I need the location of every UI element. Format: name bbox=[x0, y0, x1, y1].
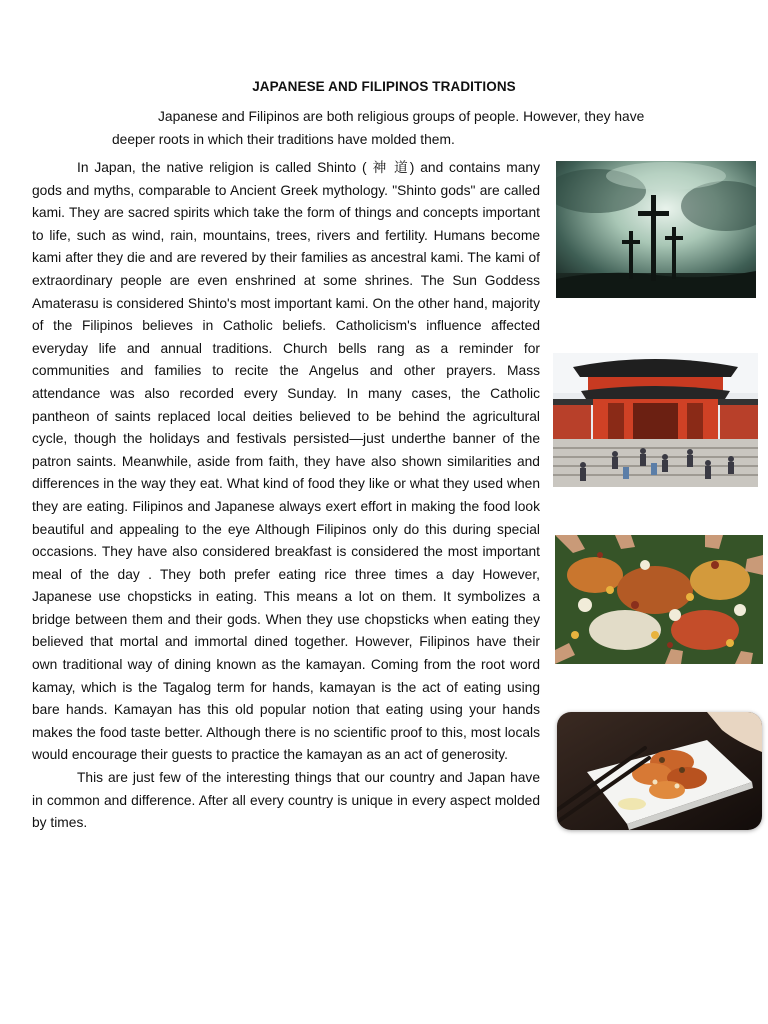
crosses-image bbox=[556, 161, 756, 298]
intro-paragraph bbox=[112, 106, 657, 151]
body-text bbox=[32, 157, 540, 835]
body-paragraph-1: In Japan, the native religion is called Shinto ( 神 道) and contains many gods and myths, comparable to Ancient Greek mythology. "Shinto gods" are called kami. They are sacred spirits which take the form of things and concepts important to life, such as wind, rain, mountains, trees, rivers and fertility. Humans become kami after they die and are revered by their families as ancestral kami. The kami of extraordinary people are even enshrined at some shrines. The Sun Goddess Amaterasu is considered Shinto's most important kami. On the other hand, majority of the Filipinos believes in Catholic beliefs. Catholicism's influence affected everyday life and annual traditions. Church bells rang as a reminder for communities and families to recite the Angelus and other prayers. Mass attendance was also recorded every Sunday. In many cases, the Catholic pantheon of saints replaced local deities believed to be behind the agricultural cycle, though the holidays and festivals persisted—just underthe banner of the patron saints. Meanwhile, aside from faith, they have also shown similarities and differences in the way they eat. What kind of food they like or what they used when they are eating. Filipinos and Japanese always exert effort in making the food look beautiful and appealing to the eye Although Filipinos only do this during special occasions. They have also considered breakfast is considered the most important meal of the day . They both prefer eating rice three times a day However, Japanese use chopsticks in eating. This means a lot on them. It symbolizes a bridge between them and their gods. When they use chopsticks when eating they believed that mortal and immortal dined together. However, Filipinos have their own traditional way of dining known as the kamayan. Coming from the root word kamay, which is the Tagalog term for hands, kamayan is the act of eating using bare hands. Kamayan has this old popular notion that eating using your hands makes the food taste better. Although there is no scientific proof to this, most locals would encourage their guests to practice the kamayan as an act of generosity. bbox=[32, 160, 540, 763]
temple-image bbox=[553, 353, 758, 487]
document-title: JAPANESE AND FILIPINOS TRADITIONS bbox=[252, 79, 516, 94]
intro-text: Japanese and Filipinos are both religious groups of people. However, they have deeper roots in which their traditions have molded them. bbox=[112, 109, 645, 147]
body-paragraph-2: This are just few of the interesting things that our country and Japan have in common and difference. After all every country is unique in every aspect molded by times. bbox=[32, 770, 540, 831]
sushi-image bbox=[557, 712, 762, 830]
feast-image bbox=[555, 535, 763, 664]
